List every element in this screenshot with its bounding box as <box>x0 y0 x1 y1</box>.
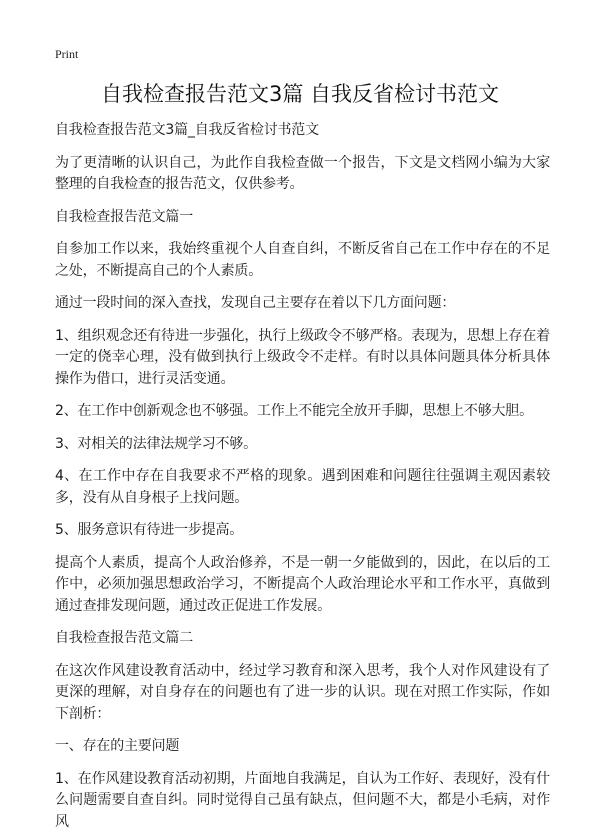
list-item: 4、在工作中存在自我要求不严格的现象。遇到困难和问题往往强调主观因素较多，没有从自身根子上找问题。 <box>55 466 550 509</box>
print-label: Print <box>55 47 78 62</box>
document-body <box>55 120 550 833</box>
section-heading-two: 自我检查报告范文篇二 <box>55 628 550 650</box>
body-paragraph: 提高个人素质，提高个人政治修养，不是一朝一夕能做到的，因此，在以后的工作中，必须加强思想政治学习，不断提高个人政治理论水平和工作水平，真做到通过查排发现问题，通过改正促进工作发展。 <box>55 553 550 618</box>
list-item: 3、对相关的法律法规学习不够。 <box>55 434 550 456</box>
subtitle-paragraph: 自我检查报告范文3篇_自我反省检讨书范文 <box>55 120 550 142</box>
list-item: 5、服务意识有待进一步提高。 <box>55 520 550 542</box>
intro-paragraph: 为了更清晰的认识自己，为此作自我检查做一个报告，下文是文档网小编为大家整理的自我检查的报告范文，仅供参考。 <box>55 153 550 196</box>
body-paragraph: 自参加工作以来，我始终重视个人自查自纠，不断反省自己在工作中存在的不足之处，不断提高自己的个人素质。 <box>55 239 550 282</box>
body-paragraph: 在这次作风建设教育活动中，经过学习教育和深入思考，我个人对作风建设有了更深的理解，对自身存在的问题也有了进一步的认识。现在对照工作实际，作如下剖析： <box>55 661 550 726</box>
subsection-heading: 一、存在的主要问题 <box>55 736 550 758</box>
body-paragraph: 通过一段时间的深入查找，发现自己主要存在着以下几方面问题： <box>55 293 550 315</box>
list-item: 2、在工作中创新观念也不够强。工作上不能完全放开手脚，思想上不够大胆。 <box>55 401 550 423</box>
section-heading-one: 自我检查报告范文篇一 <box>55 207 550 229</box>
list-item: 1、组织观念还有待进一步强化，执行上级政令不够严格。表现为，思想上存在着一定的侥幸心理，没有做到执行上级政令不走样。有时以具体问题具体分析具体操作为借口，进行灵活变通。 <box>55 326 550 391</box>
list-item: 1、在作风建设教育活动初期，片面地自我满足，自认为工作好、表现好，没有什么问题需要自查自纠。同时觉得自己虽有缺点，但问题不大，都是小毛病，对作风 <box>55 769 550 833</box>
document-title: 自我检查报告范文3篇 自我反省检讨书范文 <box>0 78 600 108</box>
